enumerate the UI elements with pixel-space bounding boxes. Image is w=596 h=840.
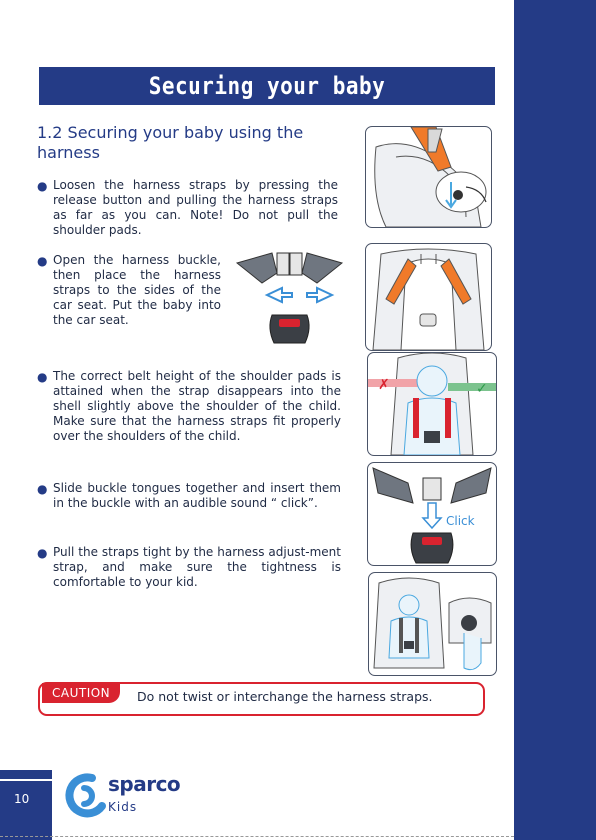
bullet-dot-icon: ● — [37, 482, 48, 496]
svg-text:✓: ✓ — [476, 381, 488, 397]
side-bar — [514, 0, 596, 840]
bullet-dot-icon: ● — [37, 546, 48, 560]
instruction-step-4 — [37, 481, 341, 511]
instruction-text: Pull the straps tight by the harness adjust-ment strap, and make sure the tightness is comfortable to your kid. — [53, 545, 341, 589]
logo-wordmark: sparco — [108, 772, 181, 796]
figure-buckle-click — [367, 462, 497, 566]
instruction-text: The correct belt height of the shoulder pads is attained when the strap disappears into the shell slightly above the shoulder of the child. Make sure that the harness straps fit properly over the shoulders of the child. — [53, 369, 341, 443]
logo-subtitle: Kids — [108, 800, 138, 814]
header-band — [39, 67, 495, 105]
click-label: Click — [446, 514, 475, 528]
figure-straps-aside — [365, 243, 492, 351]
bullet-dot-icon: ● — [37, 254, 48, 268]
bullet-dot-icon: ● — [37, 370, 48, 384]
bullet-dot-icon: ● — [37, 179, 48, 193]
page-title: Securing your baby — [148, 72, 386, 100]
instruction-step-1 — [37, 178, 338, 238]
instruction-text: Slide buckle tongues together and insert them in the buckle with an audible sound “ click”. — [53, 481, 341, 510]
figure-tighten-straps — [368, 572, 497, 676]
instruction-step-3 — [37, 369, 341, 444]
caution-text: Do not twist or interchange the harness straps. — [137, 689, 433, 704]
figure-shoulder-height — [367, 352, 497, 456]
figure-buckle-open — [227, 243, 352, 349]
figure-release-button — [365, 126, 492, 228]
section-heading: 1.2 Securing your baby using the harness — [37, 123, 304, 162]
page-trim-line — [0, 836, 514, 837]
instruction-text: Loosen the harness straps by pressing the release button and pulling the harness straps as far as you can. Note! Do not pull the shoulder pads. — [53, 178, 338, 237]
page-number: 10 — [14, 792, 30, 806]
svg-text:✗: ✗ — [378, 377, 390, 393]
instruction-text: Open the harness buckle, then place the harness straps to the sides of the car seat. Put the baby into the car seat. — [53, 253, 221, 327]
instruction-step-2 — [37, 253, 221, 328]
instruction-step-5 — [37, 545, 341, 590]
caution-badge: CAUTION — [42, 683, 120, 703]
